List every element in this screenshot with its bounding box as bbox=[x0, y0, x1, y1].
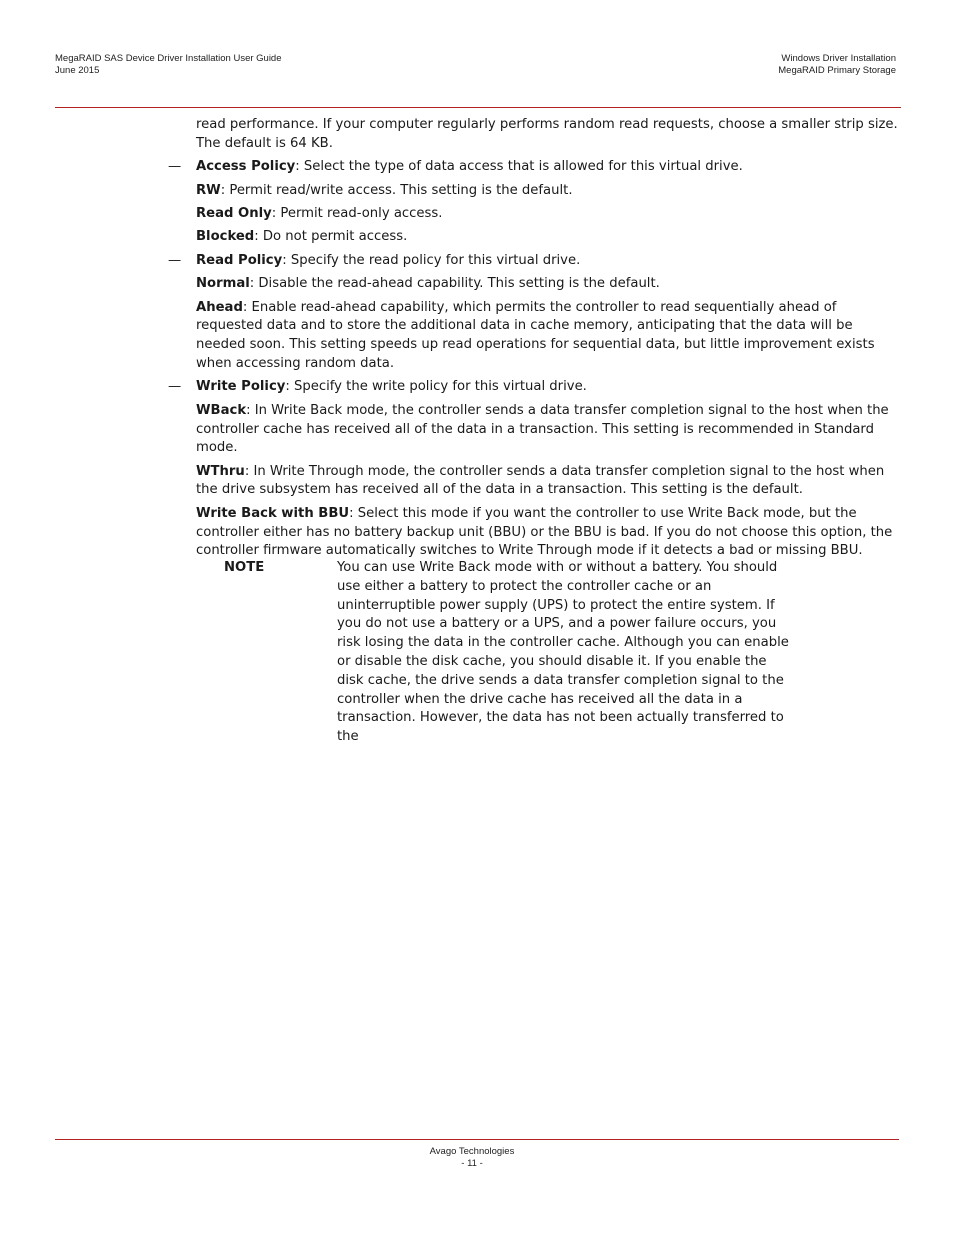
term-desc: : Permit read/write access. This setting is the default. bbox=[220, 182, 573, 198]
option-read-only bbox=[196, 205, 902, 224]
intro-paragraph: read performance. If your computer regularly performs random read requests, choose a smaller strip size. The default is 64 KB. bbox=[196, 117, 898, 151]
bullet-dash: — bbox=[168, 159, 182, 175]
term: Read Only bbox=[196, 205, 272, 221]
term-desc: : Do not permit access. bbox=[254, 229, 408, 245]
option-ahead bbox=[196, 299, 902, 374]
term: Write Policy bbox=[196, 379, 286, 395]
header-right bbox=[778, 53, 896, 77]
option-blocked bbox=[196, 228, 902, 247]
term-desc: : In Write Through mode, the controller sends a data transfer completion signal to the host when the drive subsystem has received all of the data in a transaction. This setting is the default. bbox=[196, 463, 885, 498]
term-desc: : Enable read-ahead capability, which permits the controller to read sequentially ahead of requested data and to store the additional data in cache memory, anticipating that the data will be needed soon. This setting speeds up read operations for sequential data, but little improvement exists when accessing random data. bbox=[196, 299, 875, 371]
term: WBack bbox=[196, 402, 247, 418]
option-write-back-bbu bbox=[196, 505, 902, 561]
option-wthru bbox=[196, 463, 902, 501]
section-title: Windows Driver Installation bbox=[781, 53, 896, 64]
term-desc: : Permit read-only access. bbox=[271, 205, 443, 221]
header-divider bbox=[55, 107, 901, 108]
read-policy-item bbox=[168, 252, 902, 271]
term: Normal bbox=[196, 276, 250, 292]
option-wback bbox=[196, 402, 902, 458]
footer bbox=[0, 1146, 944, 1170]
write-policy-item bbox=[168, 378, 902, 397]
note-label: NOTE bbox=[224, 560, 265, 575]
term-desc: : Specify the read policy for this virtual drive. bbox=[282, 252, 581, 268]
term-desc: : Specify the write policy for this virtual drive. bbox=[285, 379, 587, 395]
option-rw bbox=[196, 182, 902, 201]
term-desc: : Select the type of data access that is allowed for this virtual drive. bbox=[295, 159, 743, 175]
note-text: You can use Write Back mode with or without a battery. You should use either a battery to protect the controller cache or an uninterruptible power supply (UPS) to protect the entire system. If you do not use a battery or a UPS, and a power failure occurs, you risk losing the data in the controller cache. Although you can enable or disable the disk cache, you should disable it. If you enable the disk cache, the drive sends a data transfer completion signal to the controller when the drive cache has received all the data in a transaction. However, the data has not been actually transferred to the bbox=[337, 560, 789, 745]
option-normal bbox=[196, 275, 902, 294]
page-body bbox=[168, 116, 902, 566]
bullet-dash: — bbox=[168, 379, 182, 395]
term: Write Back with BBU bbox=[196, 505, 350, 521]
page-number: - 11 - bbox=[461, 1158, 483, 1169]
term: Blocked bbox=[196, 229, 255, 245]
term: Read Policy bbox=[196, 252, 283, 268]
document-title: MegaRAID SAS Device Driver Installation User Guide bbox=[55, 53, 282, 64]
document-date: June 2015 bbox=[55, 65, 100, 76]
term: Access Policy bbox=[196, 159, 296, 175]
term: WThru bbox=[196, 463, 245, 479]
term: Ahead bbox=[196, 299, 243, 315]
footer-company: Avago Technologies bbox=[429, 1146, 515, 1157]
section-subtitle: MegaRAID Primary Storage bbox=[778, 65, 896, 76]
access-policy-item bbox=[168, 158, 902, 177]
term-desc: : In Write Back mode, the controller sends a data transfer completion signal to the host when the controller cache has received all of the data in a transaction. This setting is recommended in Standard mode. bbox=[196, 402, 889, 456]
footer-divider bbox=[55, 1139, 899, 1140]
term: RW bbox=[196, 182, 221, 198]
bullet-dash: — bbox=[168, 252, 182, 268]
term-desc: : Select this mode if you want the controller to use Write Back mode, but the controller either has no battery backup unit (BBU) or the BBU is bad. If you do not choose this option, the controller firmware automatically switches to Write Through mode if it detects a bad or missing BBU. bbox=[196, 505, 893, 559]
header-left bbox=[55, 53, 282, 77]
term-desc: : Disable the read-ahead capability. This setting is the default. bbox=[249, 276, 660, 292]
